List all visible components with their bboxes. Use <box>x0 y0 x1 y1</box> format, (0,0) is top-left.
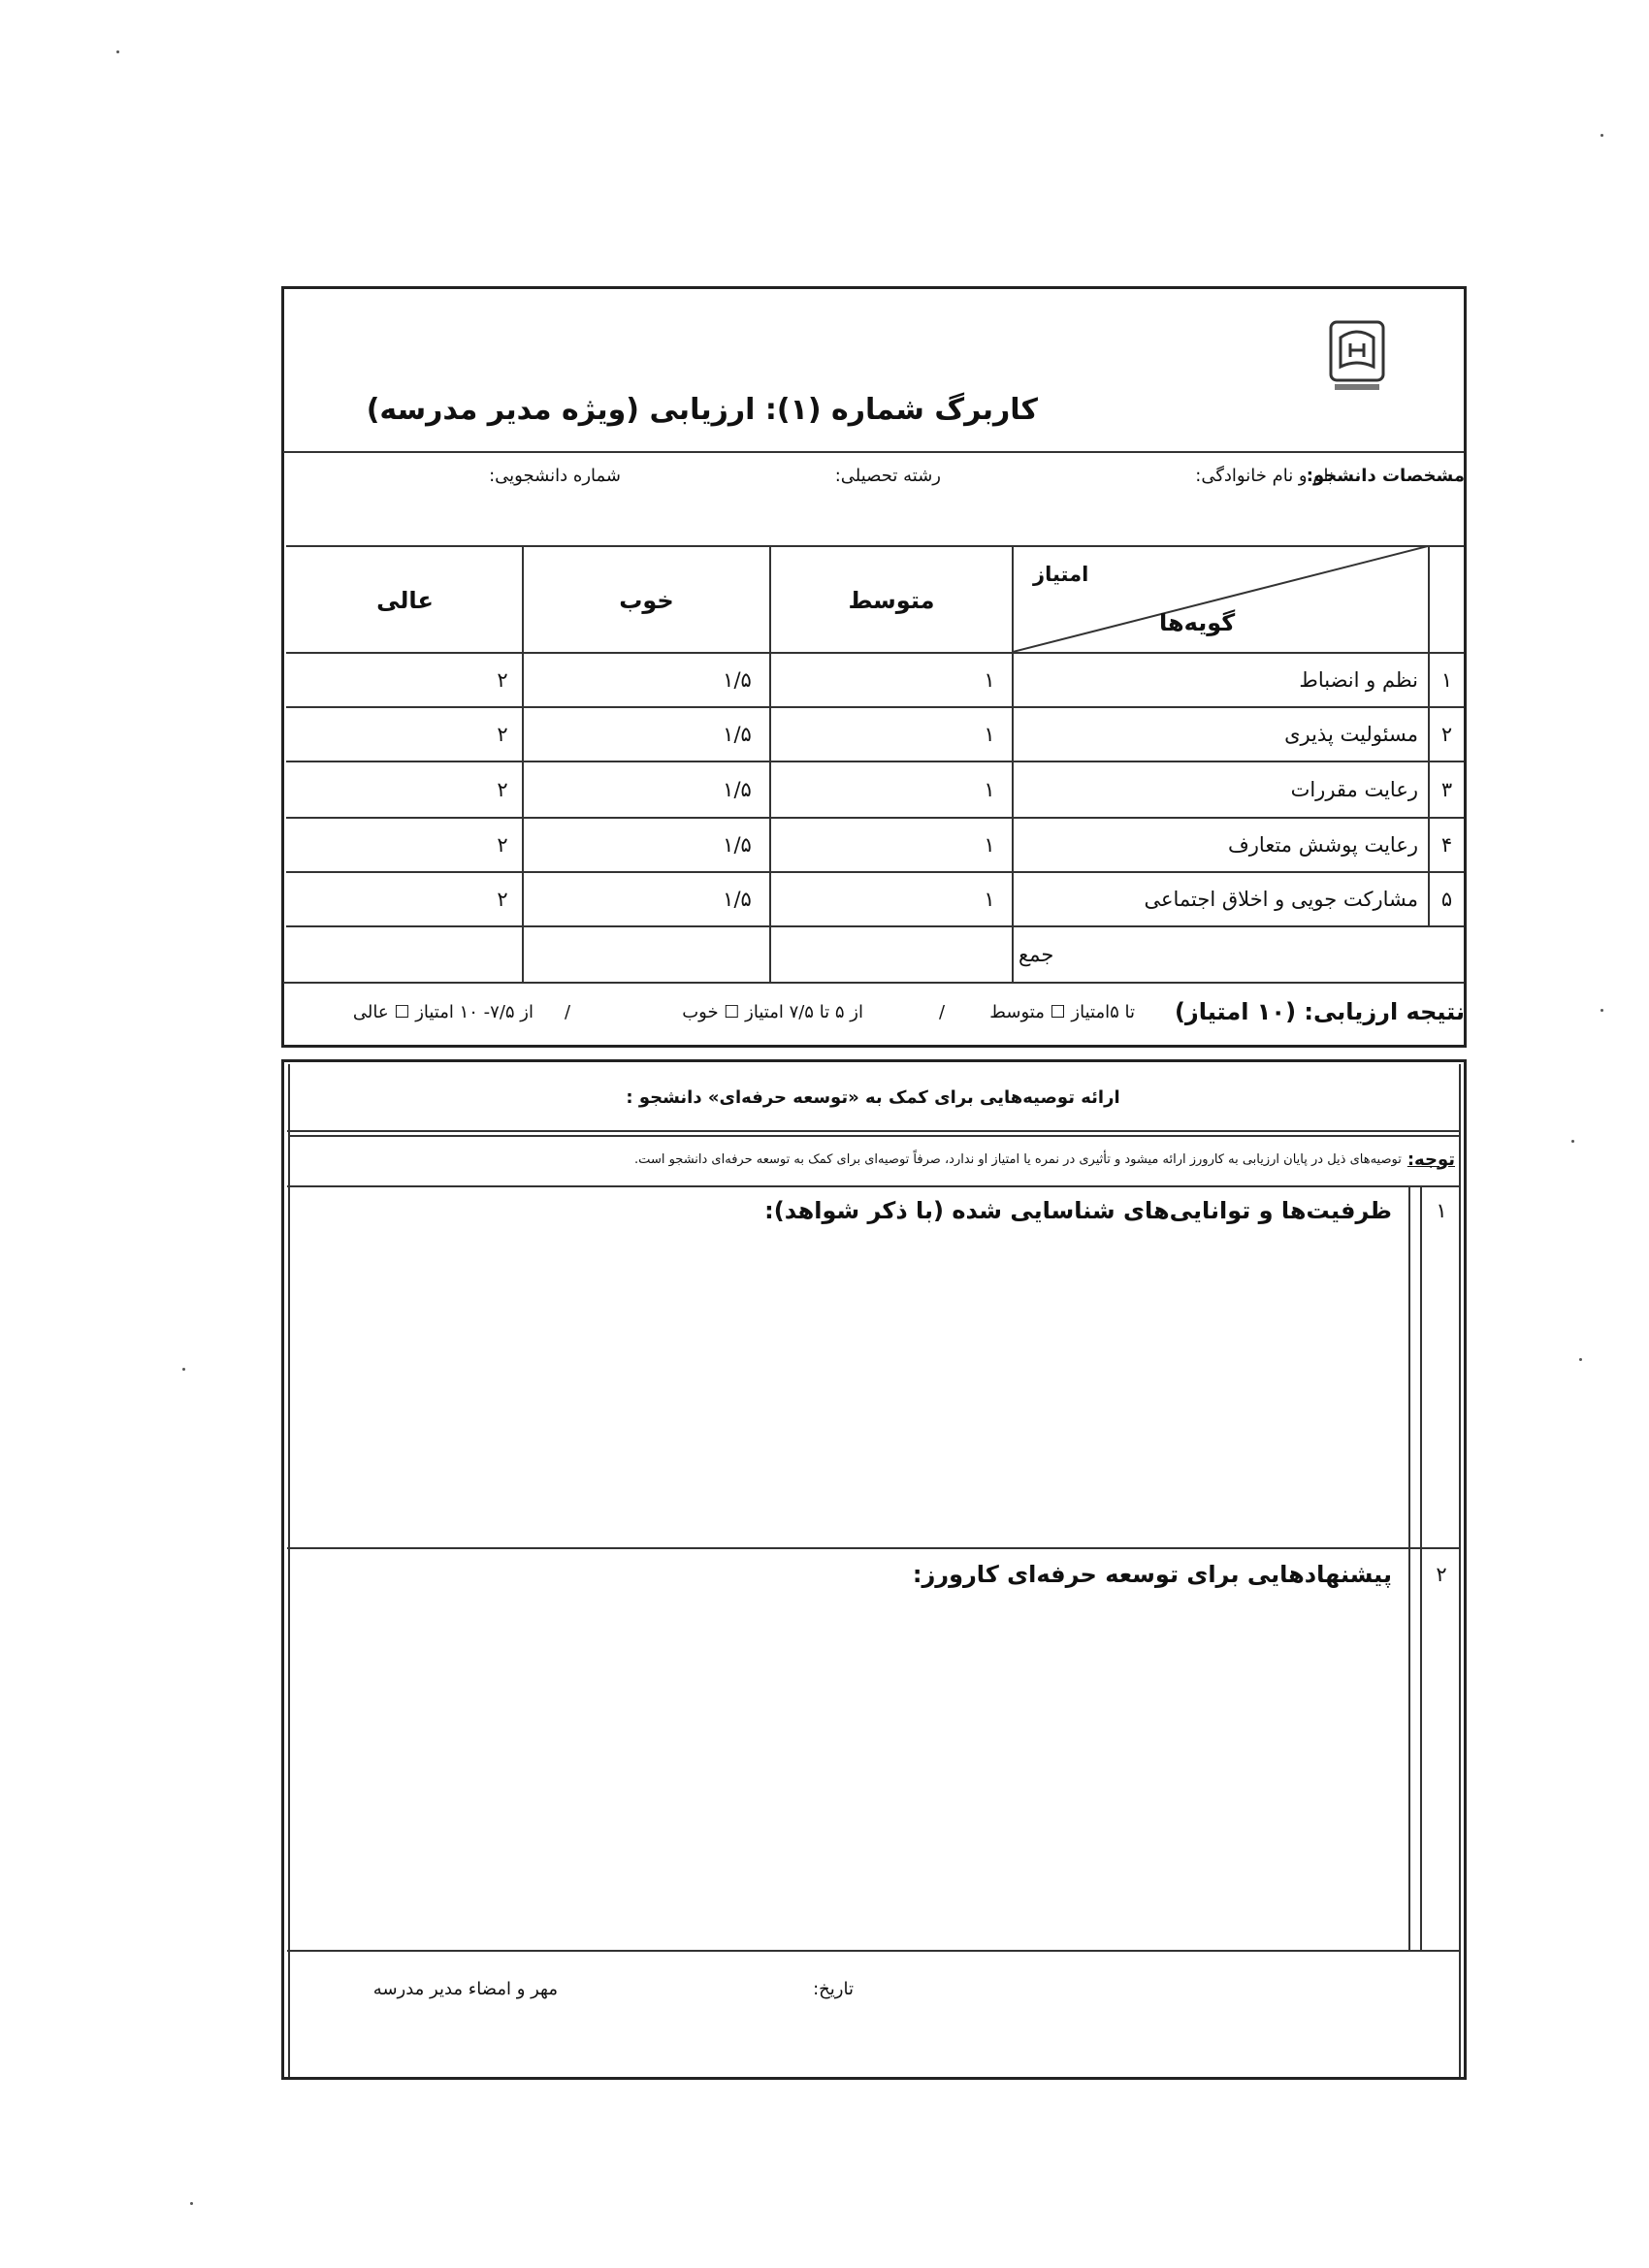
row-item: نظم و انضباط <box>1299 668 1418 692</box>
result-separator: / <box>939 1001 946 1022</box>
note-text: توصیه‌های ذیل در پایان ارزیابی به کارورز ارائه میشود و تأثیری در نمره یا امتیاز او ندارد، صرفاً توصیه‌ای برای کمک به توسعه حرفه‌ای دانشجو است. <box>634 1151 1402 1167</box>
signature-label: مهر و امضاء مدیر مدرسه <box>372 1978 558 1999</box>
row-number: ۱ <box>1440 668 1453 692</box>
row-number: ۵ <box>1440 888 1453 911</box>
row-excellent: ۲ <box>497 668 508 692</box>
field-of-study-label: رشته تحصیلی: <box>834 465 941 486</box>
items-header: گویه‌ها <box>1159 609 1236 636</box>
student-info-heading: مشخصات دانشجو: <box>1306 465 1465 486</box>
row-good: ۱/۵ <box>723 833 752 857</box>
row-item: مسئولیت پذیری <box>1284 723 1418 746</box>
row-average: ۱ <box>984 668 995 692</box>
student-name-label: نام و نام خانوادگی: <box>1195 465 1334 486</box>
result-option-average: تا ۵امتیاز ☐ متوسط <box>989 1001 1135 1022</box>
row-item: رعایت پوشش متعارف <box>1228 833 1418 857</box>
column-header-excellent: عالی <box>376 586 434 614</box>
row-number: ۳ <box>1440 778 1453 801</box>
section-number: ۱ <box>1436 1199 1447 1222</box>
row-number: ۴ <box>1440 833 1453 857</box>
form-title: کاربرگ شماره (۱): ارزیابی (ویژه مدیر مدرسه) <box>366 393 1038 427</box>
row-item: مشارکت جویی و اخلاق اجتماعی <box>1144 888 1418 911</box>
student-id-label: شماره دانشجویی: <box>489 465 621 486</box>
row-excellent: ۲ <box>497 778 508 801</box>
total-label: جمع <box>1018 943 1054 966</box>
row-average: ۱ <box>984 723 995 746</box>
result-separator: / <box>565 1001 571 1022</box>
section-title-suggestions: پیشنهادهایی برای توسعه حرفه‌ای کارورز: <box>912 1561 1392 1588</box>
row-number: ۲ <box>1440 723 1453 746</box>
row-average: ۱ <box>984 888 995 911</box>
result-option-excellent: از ۷/۵- ۱۰ امتیاز ☐ عالی <box>352 1001 534 1022</box>
row-average: ۱ <box>984 833 995 857</box>
row-item: رعایت مقررات <box>1290 778 1418 801</box>
section-title-capabilities: ظرفیت‌ها و توانایی‌های شناسایی شده (با ذکر شواهد): <box>764 1197 1392 1224</box>
column-header-good: خوب <box>619 586 674 614</box>
row-good: ۱/۵ <box>723 888 752 911</box>
row-excellent: ۲ <box>497 833 508 857</box>
row-good: ۱/۵ <box>723 723 752 746</box>
university-logo-icon <box>1329 320 1385 396</box>
note <box>634 1135 1455 1183</box>
result-option-good: از ۵ تا ۷/۵ امتیاز ☐ خوب <box>682 1001 863 1022</box>
note-label: توجه: <box>1406 1149 1455 1170</box>
row-excellent: ۲ <box>497 723 508 746</box>
row-good: ۱/۵ <box>723 778 752 801</box>
row-excellent: ۲ <box>497 888 508 911</box>
recommendations-heading: ارائه توصیه‌هایی برای کمک به «توسعه حرفه‌ای» دانشجو : <box>626 1086 1120 1108</box>
result-label: نتیجه ارزیابی: (۱۰ امتیاز) <box>1174 998 1465 1025</box>
row-average: ۱ <box>984 778 995 801</box>
row-good: ۱/۵ <box>723 668 752 692</box>
section-number: ۲ <box>1436 1563 1447 1586</box>
date-label: تاریخ: <box>813 1978 854 1999</box>
column-header-average: متوسط <box>848 586 935 614</box>
score-header: امتیاز <box>1033 563 1089 586</box>
